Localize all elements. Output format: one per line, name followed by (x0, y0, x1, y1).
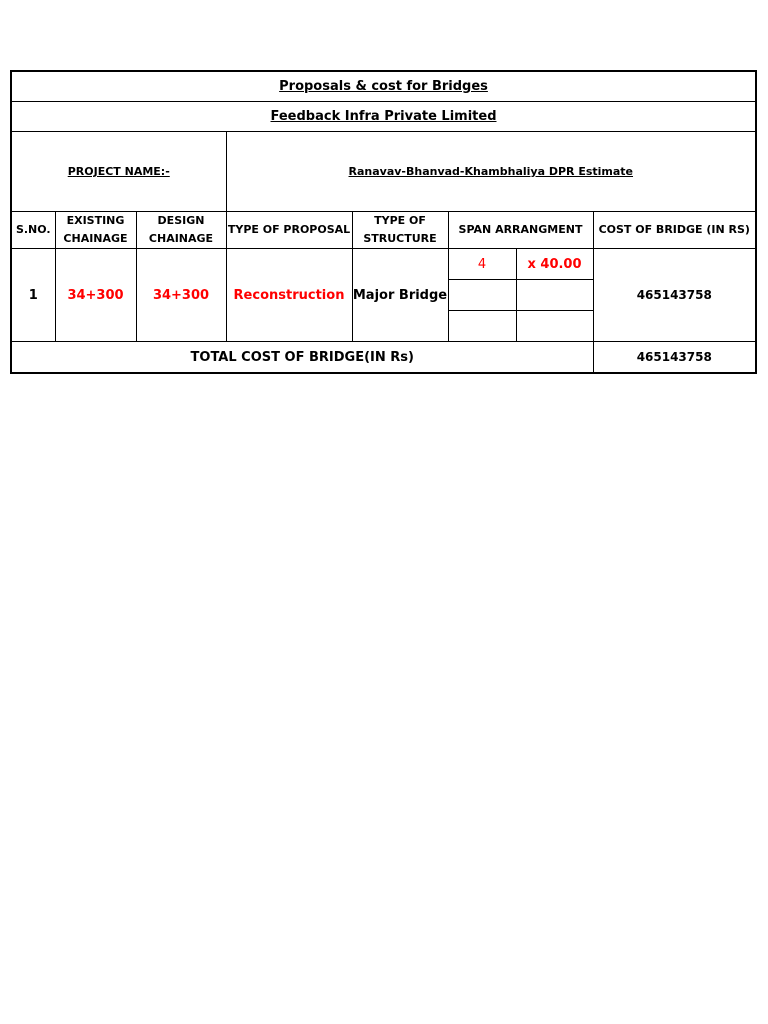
header-type-of-structure[interactable]: TYPE OF STRUCTURE (352, 212, 448, 249)
total-cost-value[interactable]: 465143758 (593, 342, 756, 374)
project-name-label[interactable]: PROJECT NAME:- (11, 132, 226, 212)
cell-existing-chainage[interactable]: 34+300 (55, 249, 136, 342)
cell-type-of-structure[interactable]: Major Bridge (352, 249, 448, 342)
cell-type-of-proposal[interactable]: Reconstruction (226, 249, 352, 342)
header-sno[interactable]: S.NO. (11, 212, 55, 249)
cell-span-empty[interactable] (448, 311, 516, 342)
sheet-title[interactable]: Proposals & cost for Bridges (11, 71, 756, 102)
cell-sno[interactable]: 1 (11, 249, 55, 342)
cell-span-count[interactable]: 4 (448, 249, 516, 280)
header-existing-chainage[interactable]: EXISTING CHAINAGE (55, 212, 136, 249)
cell-span-empty[interactable] (516, 311, 593, 342)
project-name-value[interactable]: Ranavav-Bhanvad-Khambhaliya DPR Estimate (226, 132, 756, 212)
cell-span-empty[interactable] (516, 280, 593, 311)
header-design-chainage[interactable]: DESIGN CHAINAGE (136, 212, 226, 249)
header-span-arrangement[interactable]: SPAN ARRANGMENT (448, 212, 593, 249)
cell-cost-of-bridge[interactable]: 465143758 (593, 249, 756, 342)
header-cost-of-bridge[interactable]: COST OF BRIDGE (IN RS) (593, 212, 756, 249)
cell-design-chainage[interactable]: 34+300 (136, 249, 226, 342)
total-cost-label[interactable]: TOTAL COST OF BRIDGE(IN Rs) (11, 342, 593, 374)
header-type-of-proposal[interactable]: TYPE OF PROPOSAL (226, 212, 352, 249)
cell-span-empty[interactable] (448, 280, 516, 311)
cell-span-length[interactable]: x 40.00 (516, 249, 593, 280)
bridge-proposal-table (10, 70, 757, 374)
company-name[interactable]: Feedback Infra Private Limited (11, 102, 756, 132)
